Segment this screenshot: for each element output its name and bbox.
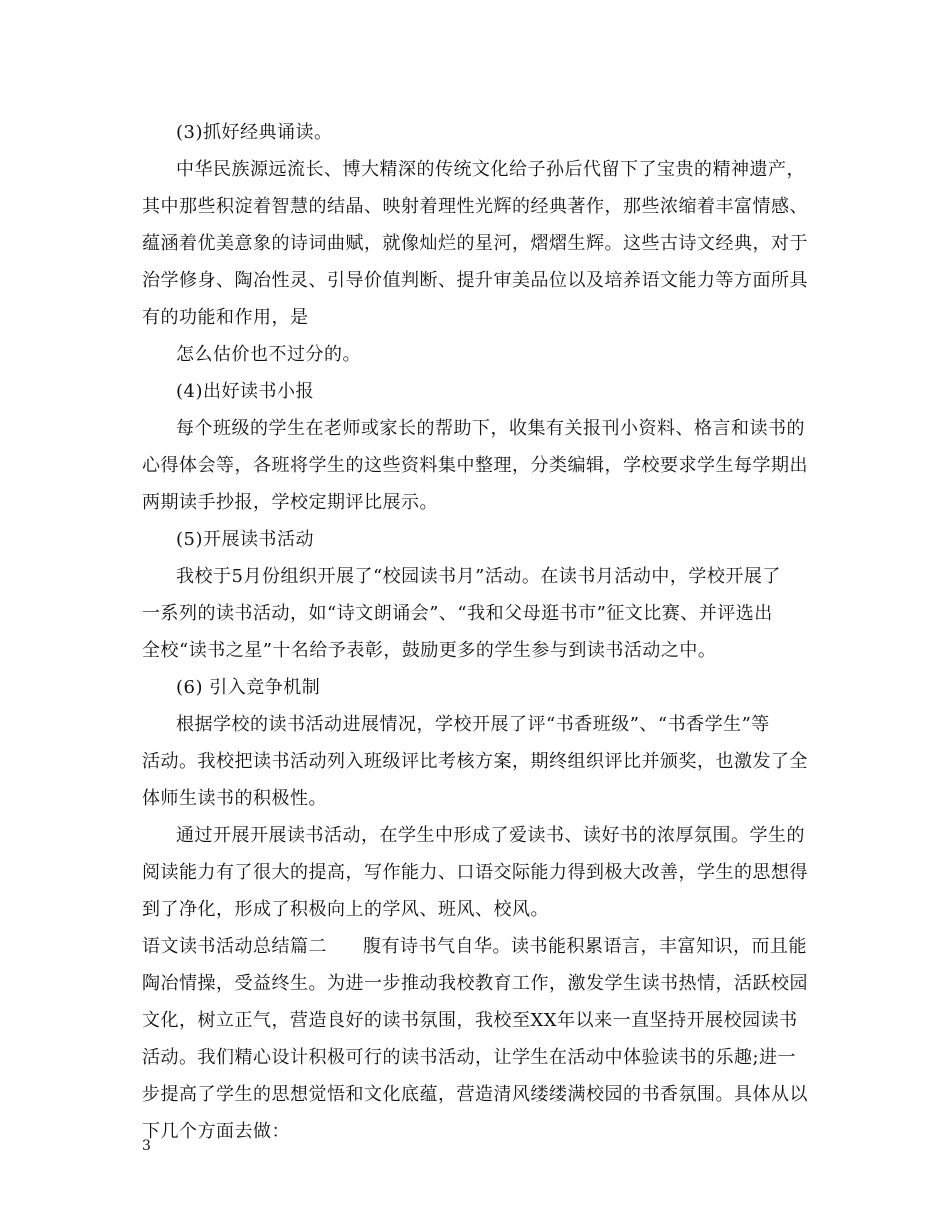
heading-classic-reading: (3)抓好经典诵读。 (176, 122, 333, 143)
paragraph-line: 每个班级的学生在老师或家长的帮助下，收集有关报刊小资料、格言和读书的 (176, 418, 805, 439)
section-title: 语文读书活动总结篇二 (142, 936, 327, 957)
paragraph-line: 活动。我们精心设计积极可行的读书活动，让学生在活动中体验读书的乐趣;进一 (142, 1047, 797, 1068)
heading-competition-mechanism: (6) 引入竞争机制 (176, 677, 321, 698)
paragraph-line: 通过开展开展读书活动，在学生中形成了爱读书、读好书的浓厚氛围。学生的 (176, 825, 805, 846)
heading-reading-newspaper: (4)出好读书小报 (176, 381, 314, 402)
paragraph-line: 步提高了学生的思想觉悟和文化底蕴，营造清风缕缕满校园的书香氛围。具体从以 (142, 1084, 808, 1105)
paragraph-line: 有的功能和作用，是 (142, 307, 309, 328)
paragraph-line: 心得体会等，各班将学生的这些资料集中整理，分类编辑，学校要求学生每学期出 (142, 455, 808, 476)
paragraph-line: 一系列的读书活动，如“诗文朗诵会”、“我和父母逛书市”征文比赛、并评选出 (142, 603, 773, 624)
paragraph-line: 下几个方面去做： (142, 1121, 290, 1142)
paragraph-line: 两期读手抄报，学校定期评比展示。 (142, 492, 438, 513)
paragraph-line: 全校“读书之星”十名给予表彰，鼓励更多的学生参与到读书活动之中。 (142, 640, 717, 661)
section-title-line (142, 928, 810, 965)
paragraph-line: 蕴涵着优美意象的诗词曲赋，就像灿烂的星河，熠熠生辉。这些古诗文经典，对于 (142, 233, 808, 254)
paragraph-line: 陶冶情操，受益终生。为进一步推动我校教育工作，激发学生读书热情，活跃校园 (142, 973, 808, 994)
paragraph-line: 活动。我校把读书活动列入班级评比考核方案，期终组织评比并颁奖，也激发了全 (142, 751, 808, 772)
paragraph-line: 治学修身、陶冶性灵、引导价值判断、提升审美品位以及培养语文能力等方面所具 (142, 270, 808, 291)
paragraph-line: 其中那些积淀着智慧的结晶、映射着理性光辉的经典著作，那些浓缩着丰富情感、 (142, 196, 808, 217)
paragraph-line: 到了净化，形成了积极向上的学风、班风、校风。 (142, 899, 549, 920)
paragraph-line: 中华民族源远流长、博大精深的传统文化给子孙后代留下了宝贵的精神遗产， (176, 159, 805, 180)
paragraph-line: 文化，树立正气，营造良好的读书氛围，我校至XX年以来一直坚持开展校园读书 (142, 1010, 798, 1031)
paragraph-line: 怎么估价也不过分的。 (176, 344, 361, 365)
paragraph-line: 体师生读书的积极性。 (142, 788, 327, 809)
paragraph-line: 根据学校的读书活动进展情况，学校开展了评“书香班级”、“书香学生”等 (176, 714, 770, 735)
section-intro-text: 腹有诗书气自华。读书能积累语言，丰富知识，而且能 (363, 936, 807, 957)
paragraph-line: 阅读能力有了很大的提高，写作能力、口语交际能力得到极大改善，学生的思想得 (142, 862, 808, 883)
document-body (142, 114, 810, 1150)
heading-reading-activities: (5)开展读书活动 (176, 529, 314, 550)
page-number: 3 (142, 1138, 151, 1154)
paragraph-line: 我校于5月份组织开展了“校园读书月”活动。在读书月活动中，学校开展了 (176, 566, 781, 587)
